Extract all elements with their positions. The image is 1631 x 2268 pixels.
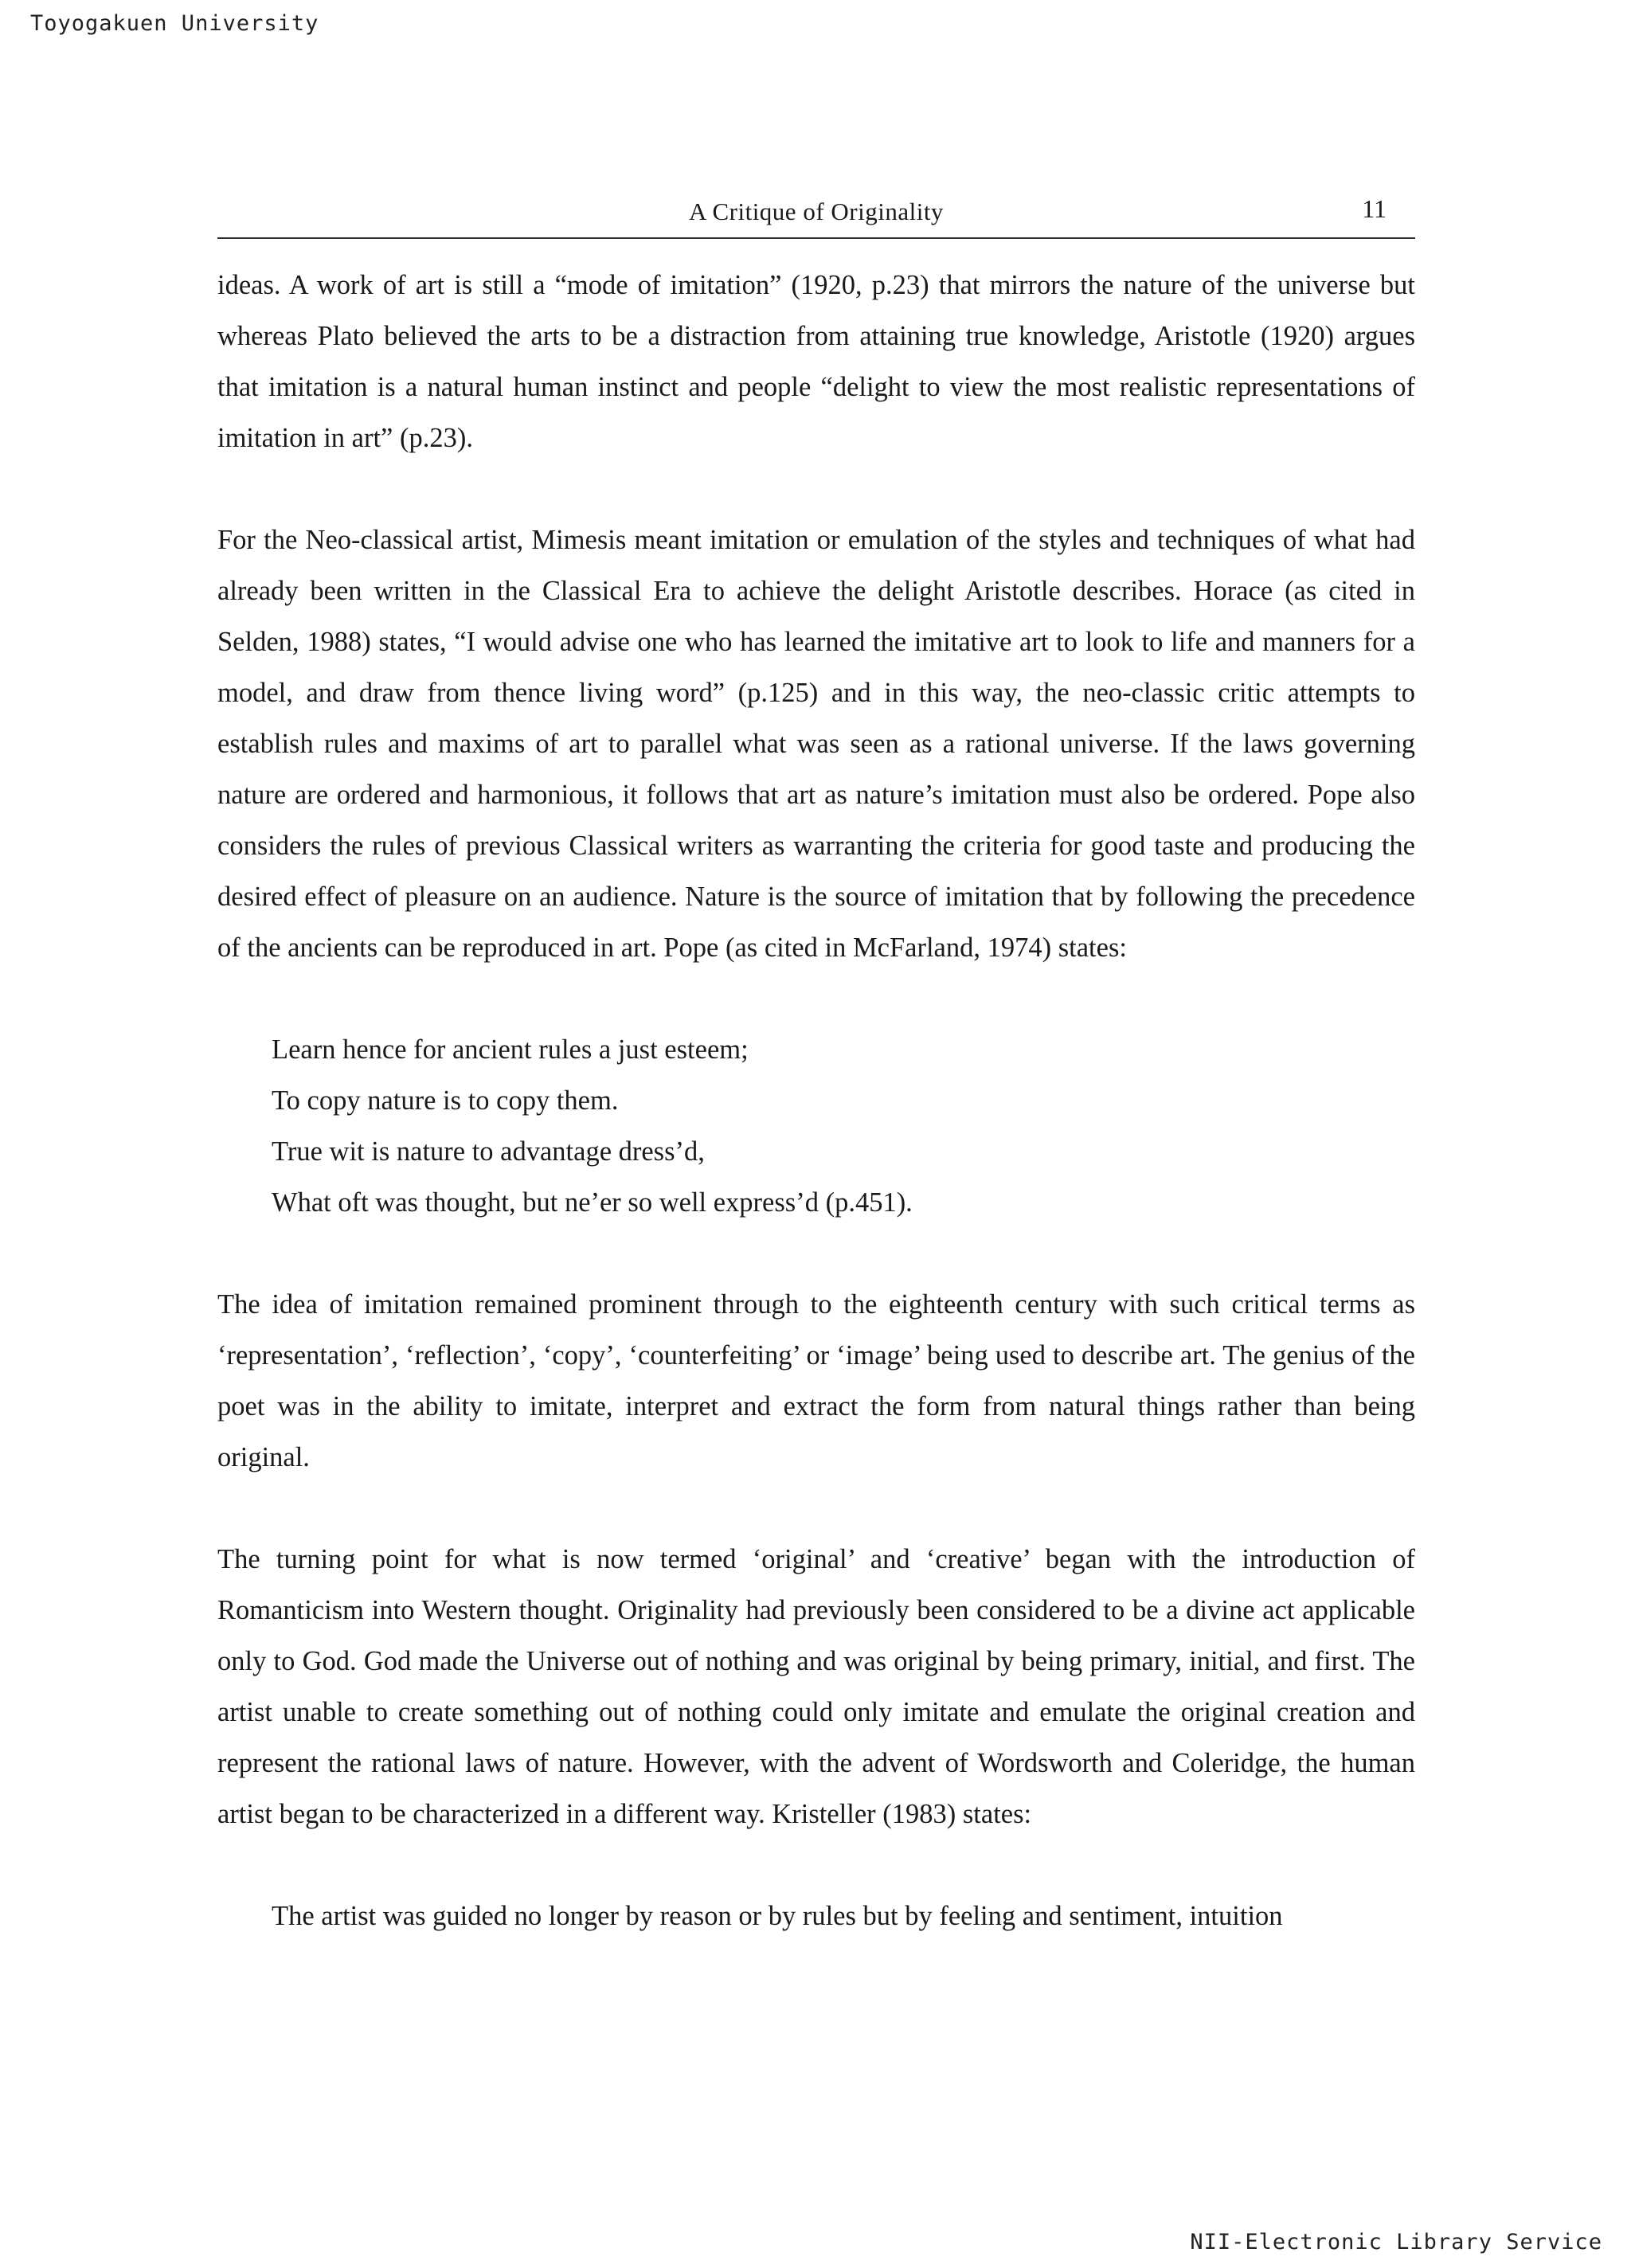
verse-line: What oft was thought, but ne’er so well express’d (p.451). [272, 1187, 913, 1218]
paragraph: The turning point for what is now termed ‘original’ and ‘creative’ began with the introduction of Romanticism into Western thought. Originality had previously been considered to be a divine act applicable only to God. God made the Universe out of nothing and was original by being primary, initial, and first. The artist unable to create something out of nothing could only imitate and emulate the original creation and represent the rational laws of nature. However, with the advent of Wordsworth and Coleridge, the human artist began to be characterized in a different way. Kristeller (1983) states: [217, 1544, 1415, 1829]
running-title: A Critique of Originality [689, 197, 944, 225]
body-text [217, 260, 1415, 1941]
verse-line: True wit is nature to advantage dress’d, [272, 1136, 705, 1167]
source-footer: NII-Electronic Library Service [1190, 2230, 1602, 2254]
paragraph: The idea of imitation remained prominent through to the eighteenth century with such critical terms as ‘representation’, ‘reflection’, ‘copy’, ‘counterfeiting’ or ‘image’ being used to describe art. The genius of the poet was in the ability to imitate, interpret and extract the form from natural things rather than being original. [217, 1289, 1415, 1472]
paragraph: For the Neo-classical artist, Mimesis meant imitation or emulation of the styles and techniques of what had already been written in the Classical Era to achieve the delight Aristotle describes. Horace (as cited in Selden, 1988) states, “I would advise one who has learned the imitative art to look to life and manners for a model, and draw from thence living word” (p.125) and in this way, the neo-classic critic attempts to establish rules and maxims of art to parallel what was seen as a rational universe. If the laws governing nature are ordered and harmonious, it follows that art as nature’s imitation must also be ordered. Pope also considers the rules of previous Classical writers as warranting the criteria for good taste and producing the desired effect of pleasure on an audience. Nature is the source of imitation that by following the precedence of the ancients can be reproduced in art. Pope (as cited in McFarland, 1974) states: [217, 525, 1415, 963]
source-header: Toyogakuen University [30, 11, 319, 36]
running-head [217, 194, 1415, 239]
verse-line: To copy nature is to copy them. [272, 1085, 619, 1116]
paragraph: ideas. A work of art is still a “mode of imitation” (1920, p.23) that mirrors the nature of the universe but whereas Plato believed the arts to be a distraction from attaining true knowledge, Aristotle (1920) argues that imitation is a natural human instinct and people “delight to view the most realistic representations of imitation in art” (p.23). [217, 270, 1415, 453]
verse-quote [217, 1024, 1415, 1228]
block-quote: The artist was guided no longer by reason or by rules but by feeling and sentiment, intuition [272, 1901, 1283, 1931]
verse-line: Learn hence for ancient rules a just esteem; [272, 1034, 749, 1065]
page-number: 11 [1362, 194, 1387, 223]
